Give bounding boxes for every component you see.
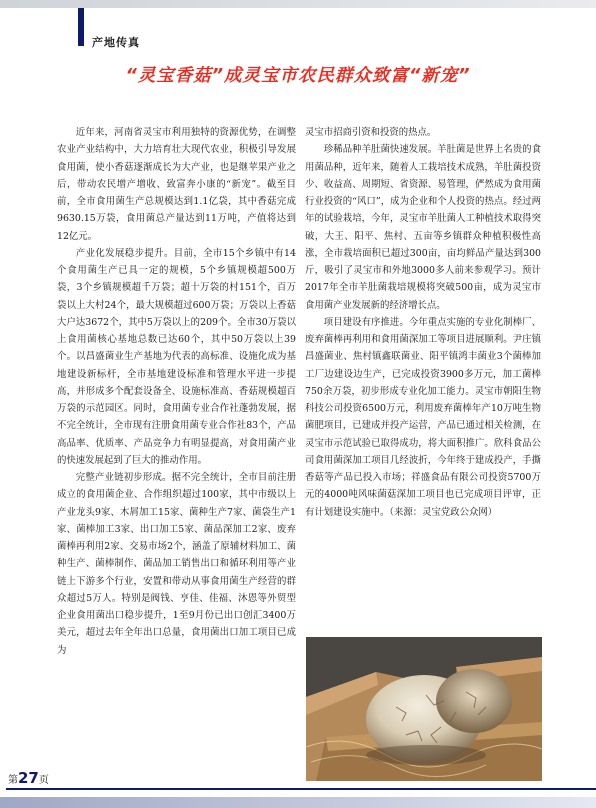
bottom-color-bar [0, 797, 596, 808]
paragraph: 完整产业链初步形成。据不完全统计，全市目前注册成立的食用菌企业、合作组织超过100家，其中市级以上产业龙头9家、木屑加工15家、菌种生产7家、菌袋生产1家、菌棒加工3家、出口加工5家、菌品深加工2家、废弃菌棒再利用2家、交易市场2个，涵盖了原辅材料加工、菌种生产、菌棒制作、菌品加工销售出口和循环利用等产业链上下游多个行业，安置和带动从事食用菌生产经营的群众超过5万人。特别是阀钱、亨佳、佳福、沐恩等外贸型企业食用菌出口稳步提升，1至9月份已出口创汇3400万美元，超过去年全年出口总量，食用菌出口加工项目已成为 [57, 472, 296, 656]
article-column-left [57, 124, 296, 659]
article-column-right [305, 124, 541, 521]
paragraph: 项目建设有序推进。今年重点实施的专业化制棒厂、废弃菌棒再利用和食用菌深加工等项目进展顺利。尹庄镇昌盛菌业、焦村镇鑫联菌业、阳平镇鸿丰菌业3个菌棒加工厂边建设边生产，已完成投资3900多万元，加工菌棒750余万袋，初步形成专业化加工能力。灵宝市朝阳生物科技公司投资6500万元，利用废弃菌棒年产10万吨生物菌肥项目，已建成并投产运营，产品已通过相关检测，在灵宝市示范试验已取得成功，将大面积推广。欣科食品公司食用菌深加工项目几经波折，今年终于建成投产，手撕香菇等产品已投入市场；祥盛食品有限公司投资5700万元的4000吨风味菌菇深加工项目也已完成项目评审，正有计划建设实施中。（来源：灵宝党政公众网） [305, 316, 541, 518]
shiitake-mushroom-photo [306, 637, 542, 781]
page-number [8, 769, 49, 787]
mushroom-illustration [306, 637, 542, 781]
paragraph: 近年来，河南省灵宝市利用独特的资源优势，在调整农业产业结构中，大力培育壮大现代农业，积极引导发展食用菌，使小香菇逐渐成长为大产业，也是继苹果产业之后，带动农民增产增收、致富奔小康的“新宠”。截至目前，全市食用菌生产总规模达到1.1亿袋，其中香菇完成9630.15万袋，食用菌总产量达到11万吨，产值将达到12亿元。 [57, 127, 296, 242]
top-color-bar [0, 0, 596, 8]
page-prefix: 第 [8, 775, 18, 786]
paragraph: 灵宝市招商引资和投资的热点。 [305, 127, 437, 138]
footer-divider [6, 788, 596, 790]
page-suffix: 页 [38, 775, 49, 786]
page-number-value: 27 [18, 769, 39, 787]
section-marker-bar [78, 8, 84, 46]
paragraph: 珍稀品种羊肚菌快速发展。羊肚菌是世界上名贵的食用菌品种，近年来，随着人工栽培技术成熟，羊肚菌投资少、收益高、周期短、省资源、易管理，俨然成为食用菌行业投资的“风口”，成为企业和个人投资的热点。经过两年的试验栽培，今年，灵宝市羊肚菌人工种植技术取得突破，大王、阳平、焦村、五亩等乡镇群众种植积极性高涨，全市栽培面积已超过300亩，亩均鲜品产量达到300斤，吸引了灵宝市和外地3000多人前来参观学习。预计2017年全市羊肚菌栽培规模将突破500亩，成为灵宝市食用菌产业发展新的经济增长点。 [305, 144, 541, 311]
paragraph: 产业化发展稳步提升。目前，全市15个乡镇中有14个食用菌生产已具一定的规模，5个乡镇规模超500万袋，3个乡镇规模超千万袋；超十万袋的村151个，百万袋以上大村24个，最大规模超过600万袋；万袋以上香菇大户达3672个，其中5万袋以上的209个。全市30万袋以上食用菌核心基地总数已达60个，其中50万袋以上39个。以昌盛菌业生产基地为代表的高标准、设施化成为基地建设新标杆，全市基地建设标准和管理水平进一步提高，并形成多个配套设备全、设施标准高、香菇规模超百万袋的示范园区。同时，食用菌专业合作社蓬勃发展，据不完全统计，全市现有注册食用菌专业合作社83个，产品高品率、优质率、产品竞争力有明显提高，对食用菌产业的快速发展起到了巨大的推动作用。 [57, 247, 296, 466]
article-headline: “灵宝香菇”成灵宝市农民群众致富“新宠” [125, 66, 471, 86]
section-label: 产地传真 [92, 36, 140, 49]
